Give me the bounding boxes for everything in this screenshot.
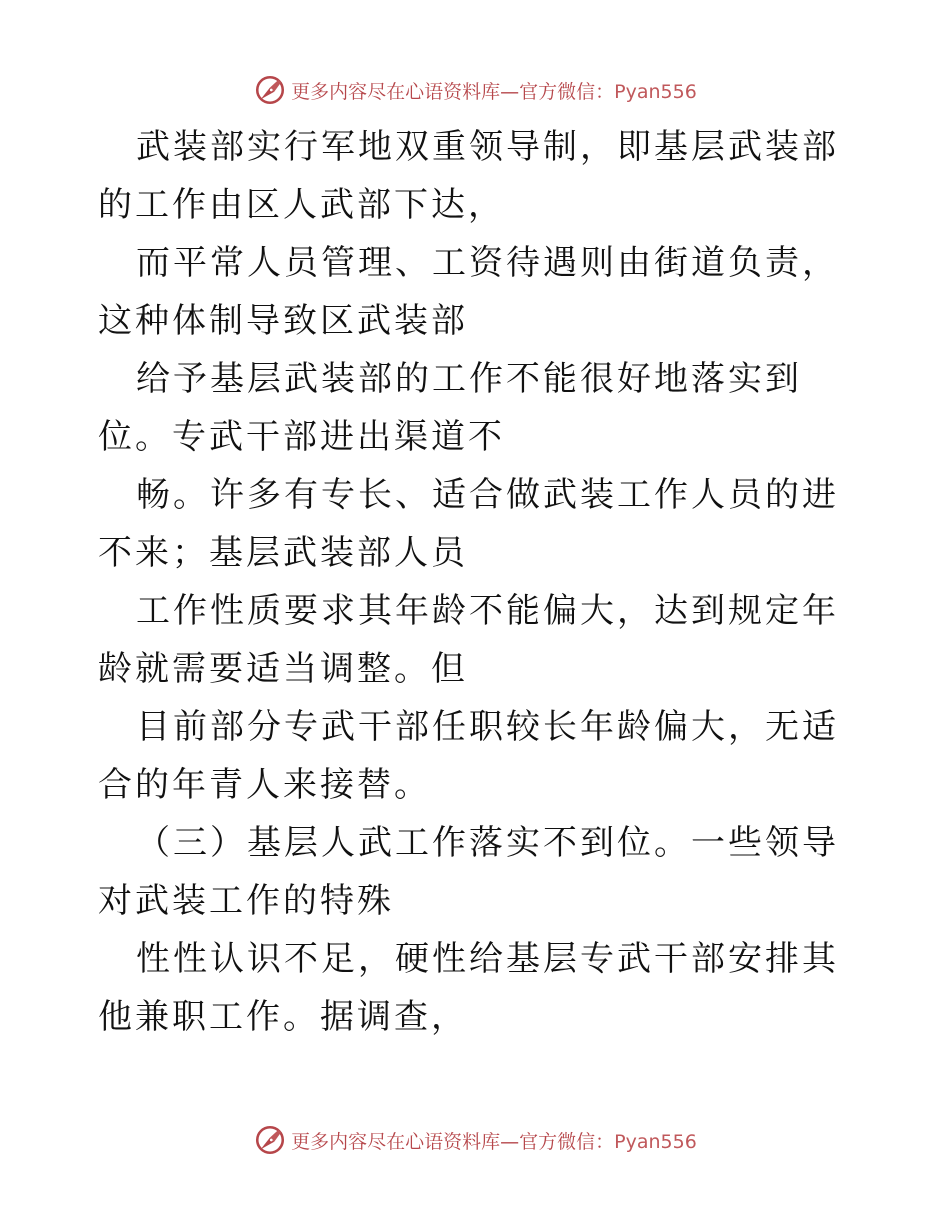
paragraph: 畅。许多有专长、适合做武装工作人员的进不来；基层武装部人员 [98,475,839,573]
paragraph: 而平常人员管理、工资待遇则由街道负责，这种体制导致区武装部 [98,243,839,341]
paragraph: （三）基层人武工作落实不到位。一些领导对武装工作的特殊 [98,823,839,921]
paragraph: 武装部实行军地双重领导制，即基层武装部的工作由区人武部下达， [98,127,839,225]
pen-nib-logo-icon [253,1123,287,1157]
header-banner [0,70,950,110]
paragraph: 目前部分专武干部任职较长年龄偏大，无适合的年青人来接替。 [98,707,839,805]
document-body [98,118,858,1046]
footer-banner-text: 更多内容尽在心语资料库—官方微信：Pyan556 [291,1130,697,1153]
paragraph: 性性认识不足，硬性给基层专武干部安排其他兼职工作。据调查， [98,939,839,1037]
header-banner-id: Pyan556 [614,80,697,103]
paragraph: 给予基层武装部的工作不能很好地落实到位。专武干部进出渠道不 [98,359,802,457]
footer-banner [0,1120,950,1160]
header-banner-text: 更多内容尽在心语资料库—官方微信：Pyan556 [291,80,697,103]
footer-banner-id: Pyan556 [614,1130,697,1153]
pen-nib-logo-icon [253,73,287,107]
paragraph: 工作性质要求其年龄不能偏大，达到规定年龄就需要适当调整。但 [98,591,839,689]
